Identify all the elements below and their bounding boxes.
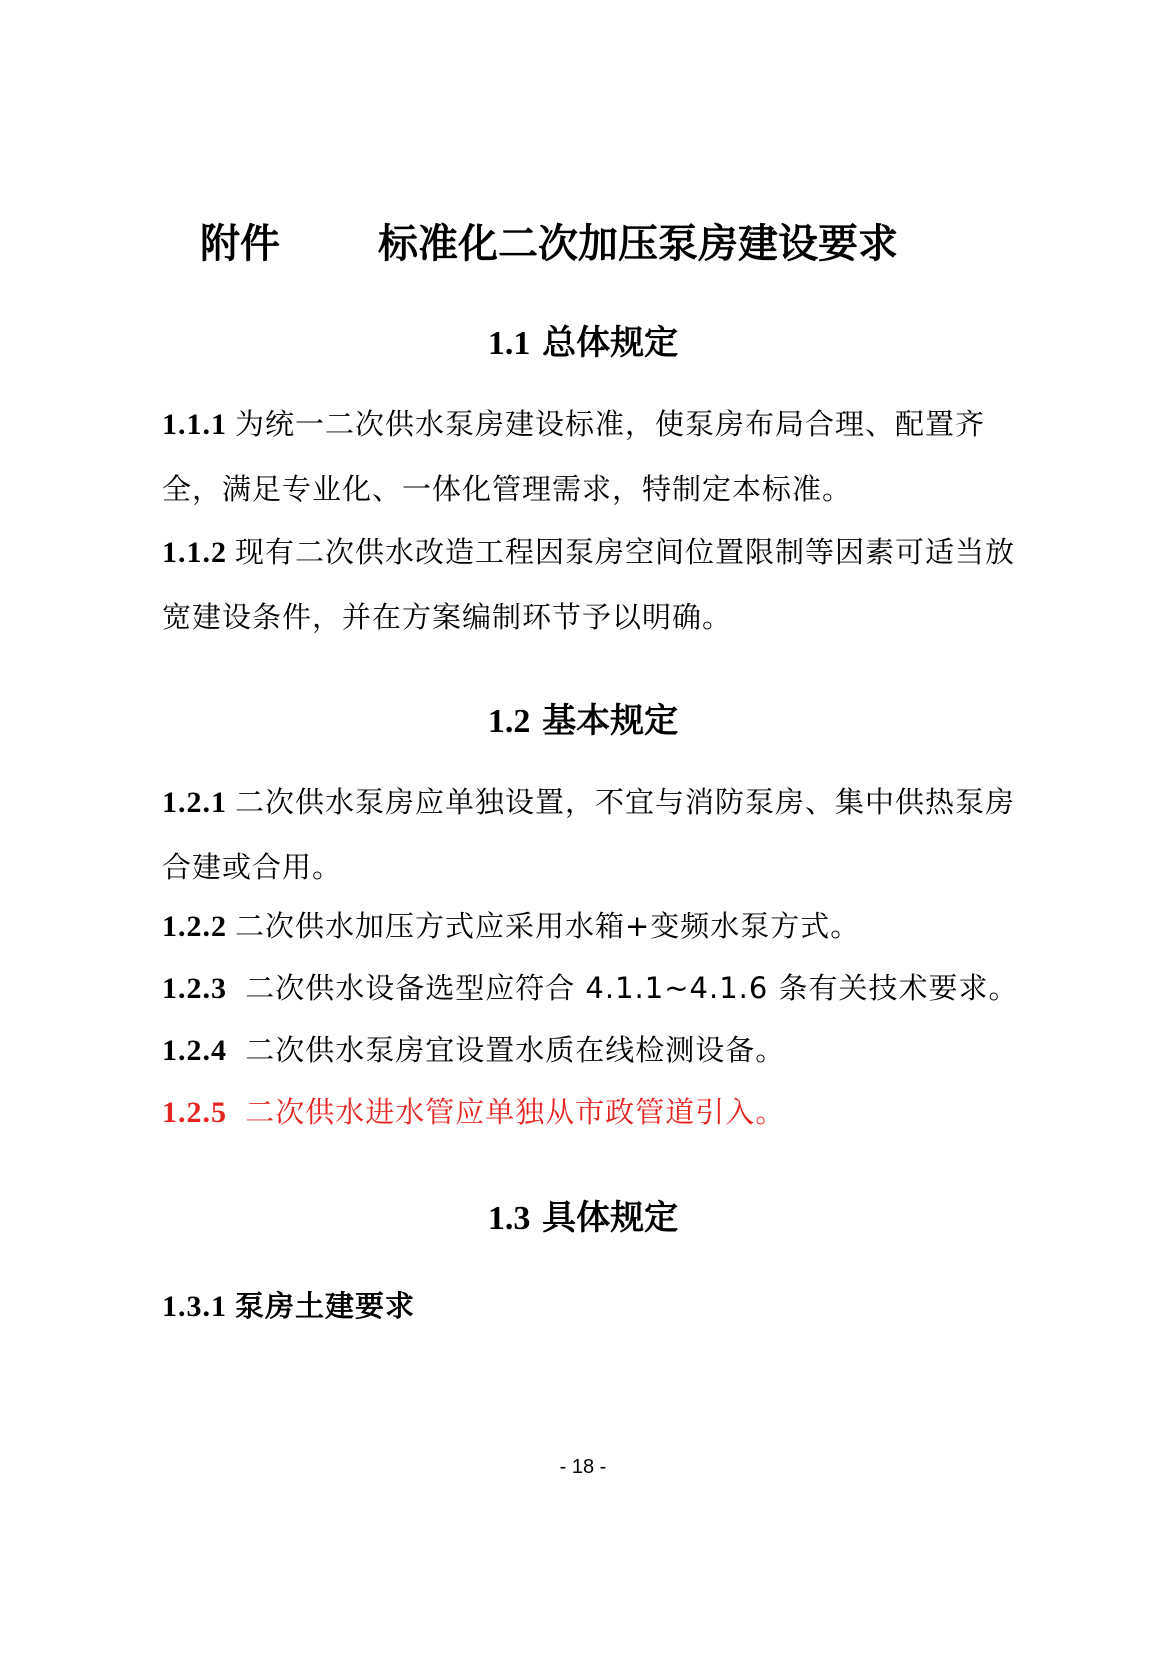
clause-number: 1.1.1: [162, 408, 227, 441]
clause-1-2-5: [162, 1080, 1022, 1145]
clause-number: 1.2.4: [162, 1034, 227, 1067]
clause-1-2-3: [162, 956, 1022, 1021]
clause-1-3-1: [162, 1274, 1022, 1339]
clause-1-1-2: [162, 520, 1022, 649]
clause-text: 现有二次供水改造工程因泵房空间位置限制等因素可适当放宽建设条件，并在方案编制环节予以明确。: [162, 535, 1016, 634]
document-title: [0, 212, 1166, 272]
clause-number: 1.2.1: [162, 786, 227, 819]
section-heading-1-3: [0, 1190, 1166, 1239]
section-number: 1.1: [487, 325, 531, 362]
clause-text: 二次供水加压方式应采用水箱+变频水泵方式。: [235, 909, 861, 943]
section-title: 总体规定: [542, 323, 679, 363]
clause-1-2-1: [162, 770, 1022, 899]
clause-1-2-2: [162, 894, 1022, 959]
section-heading-1-1: [0, 315, 1166, 364]
clause-number: 1.3.1: [162, 1290, 227, 1323]
clause-text: 二次供水泵房应单独设置，不宜与消防泵房、集中供热泵房合建或合用。: [162, 785, 1016, 884]
clause-text: 二次供水泵房宜设置水质在线检测设备。: [235, 1033, 786, 1067]
page-number: - 18 -: [559, 1456, 607, 1478]
clause-text: 二次供水进水管应单独从市政管道引入。: [235, 1095, 786, 1129]
clause-number: 1.2.5: [162, 1096, 227, 1129]
section-title: 基本规定: [542, 701, 679, 741]
clause-text: 为统一二次供水泵房建设标准，使泵房布局合理、配置齐全，满足专业化、一体化管理需求，特制定本标准。: [162, 407, 986, 506]
document-title-prefix: 附件: [200, 221, 280, 267]
clause-number: 1.1.2: [162, 536, 227, 569]
clause-number: 1.2.2: [162, 910, 227, 943]
section-number: 1.2: [487, 703, 531, 740]
clause-1-2-4: [162, 1018, 1022, 1083]
clause-text: 二次供水设备选型应符合 4.1.1~4.1.6 条有关技术要求。: [235, 971, 1019, 1005]
document-title-main: 标准化二次加压泵房建设要求: [378, 221, 898, 267]
clause-1-1-1: [162, 392, 1022, 521]
section-title: 具体规定: [542, 1198, 679, 1238]
section-heading-1-2: [0, 693, 1166, 742]
section-number: 1.3: [487, 1200, 531, 1237]
clause-text: 泵房土建要求: [235, 1289, 416, 1323]
clause-number: 1.2.3: [162, 972, 227, 1005]
